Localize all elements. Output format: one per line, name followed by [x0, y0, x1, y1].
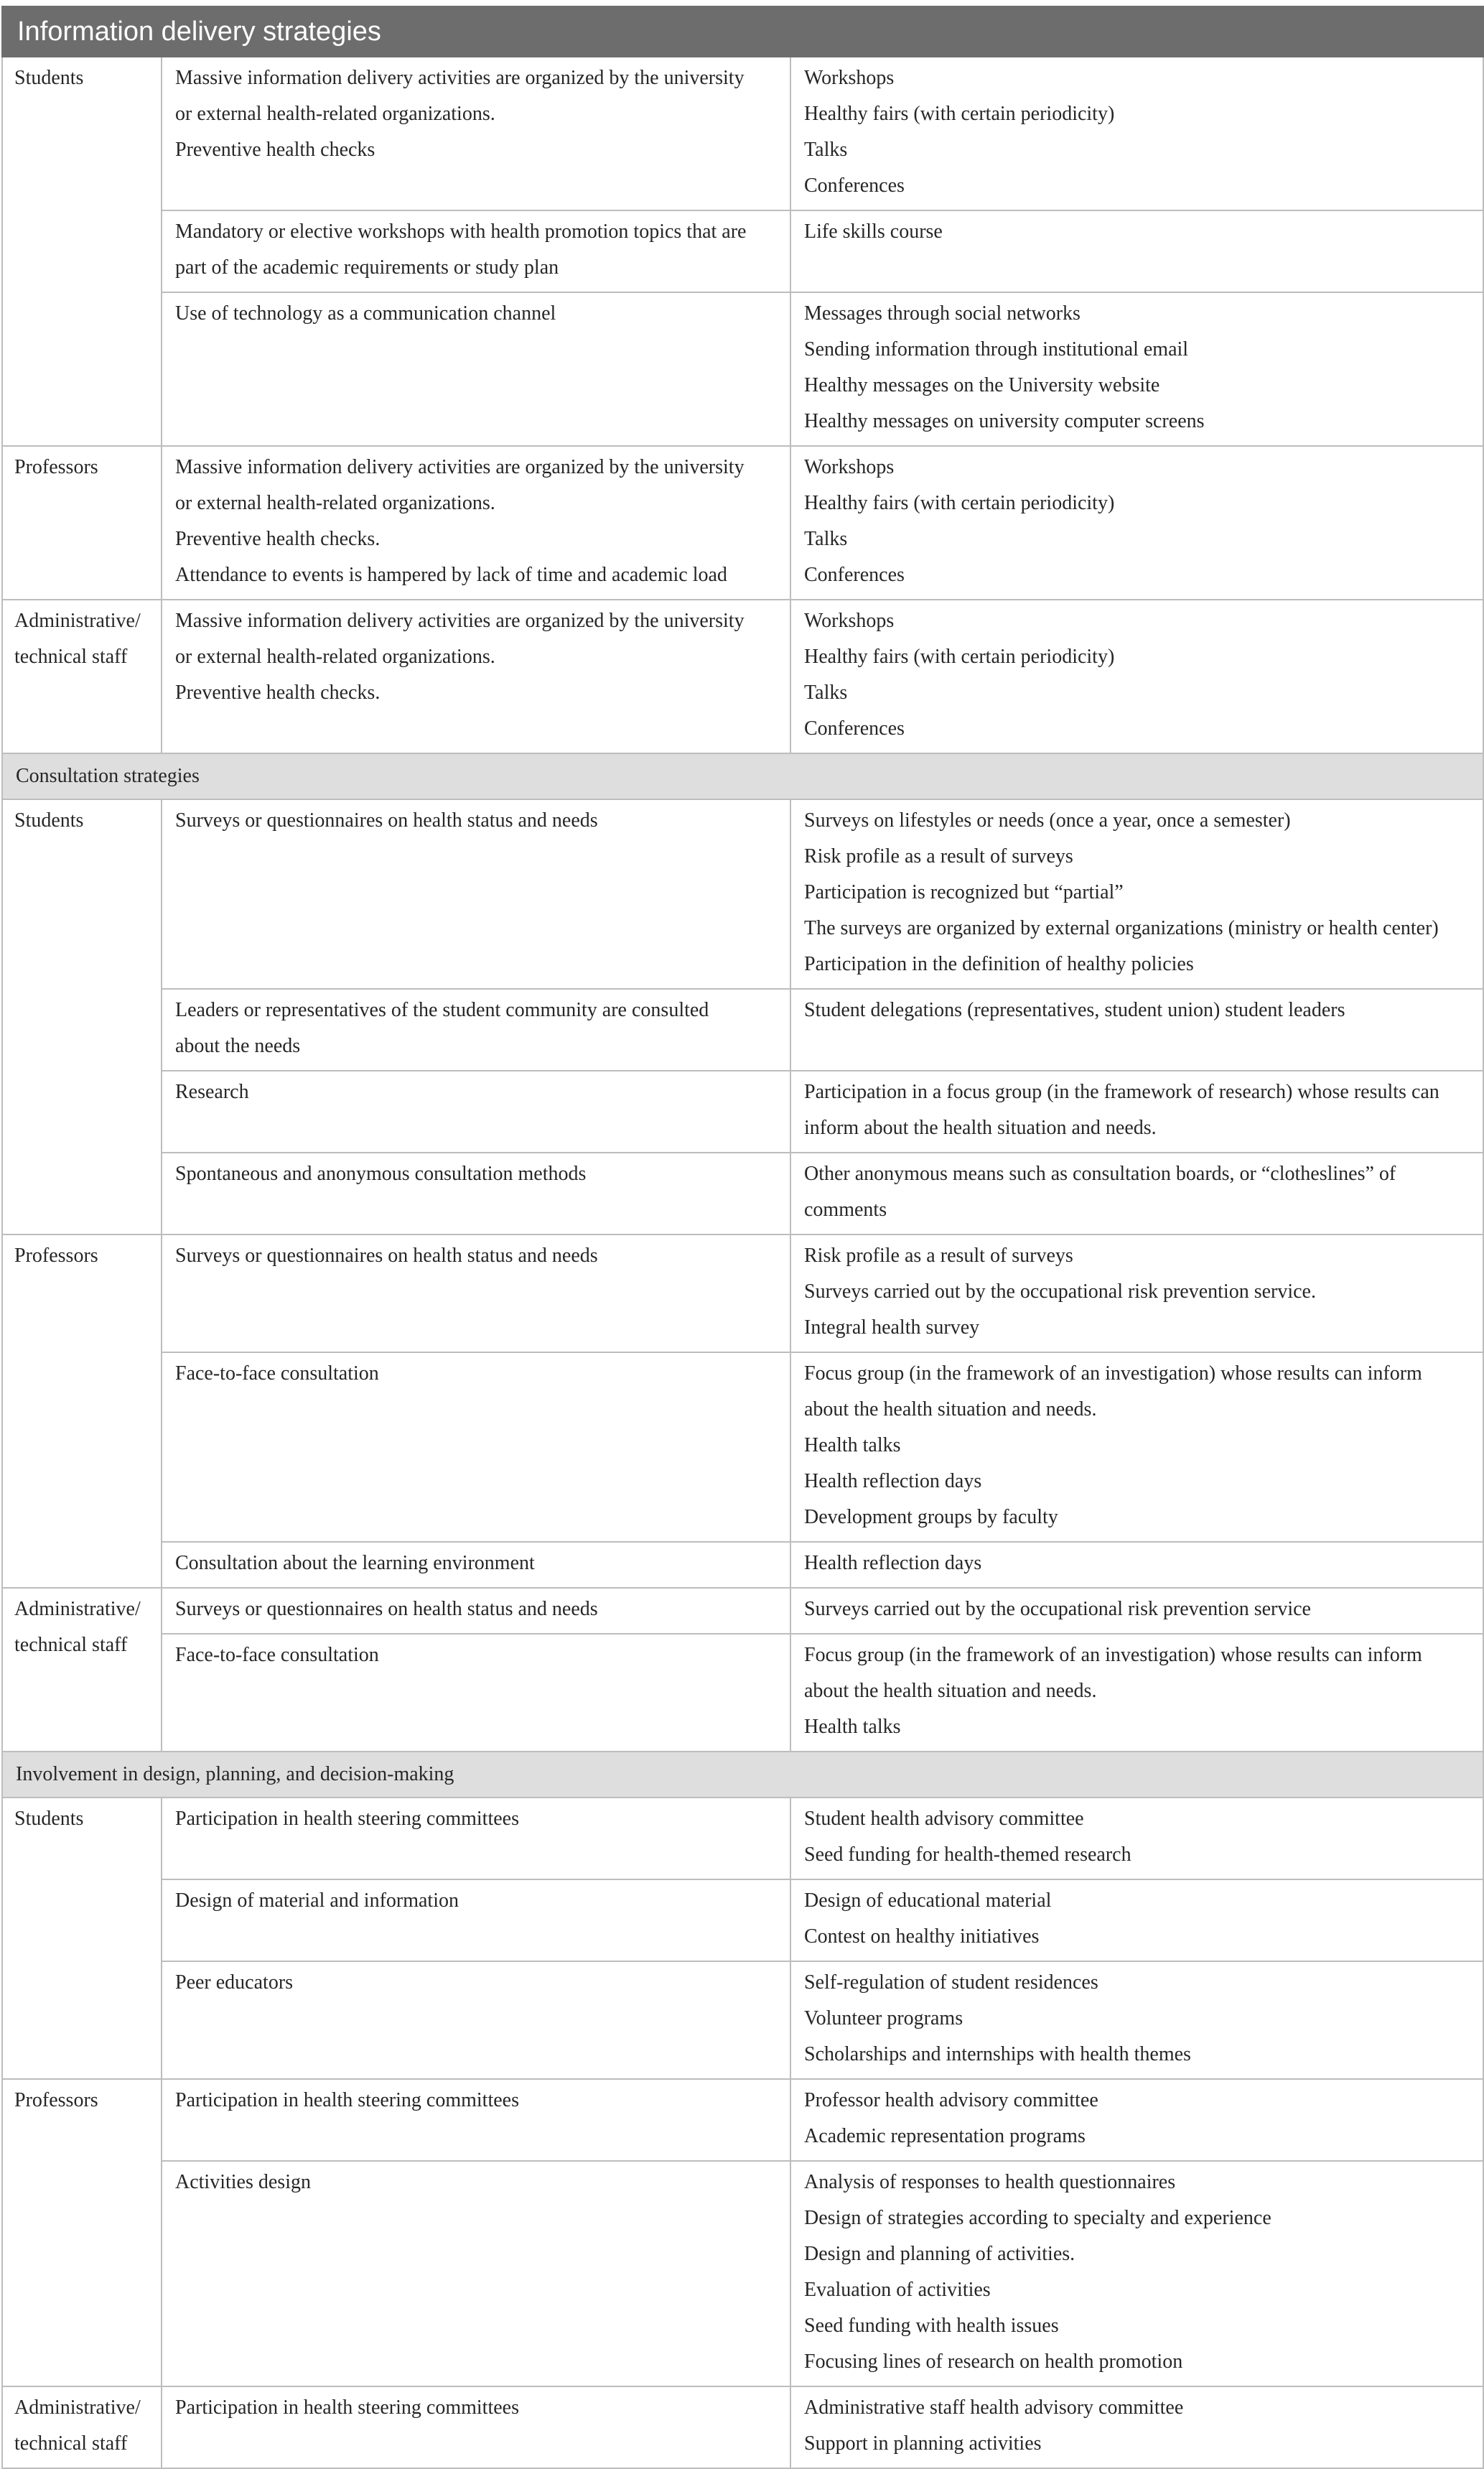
table-row [2, 57, 1483, 210]
examples-cell [790, 2079, 1483, 2161]
example-line: Development groups by faculty [804, 1506, 1058, 1528]
example-line: Healthy fairs (with certain periodicity) [804, 646, 1115, 668]
strategy-line: Participation in health steering committees [175, 1808, 519, 1830]
example-line: Student delegations (representatives, student union) student leaders [804, 999, 1345, 1021]
example-line: Focus group (in the framework of an investigation) whose results can inform [804, 1362, 1422, 1385]
strategy-cell [162, 2386, 790, 2468]
example-line: Seed funding for health-themed research [804, 1843, 1131, 1866]
strategy-line: Research [175, 1081, 249, 1103]
group-label [2, 2386, 162, 2468]
example-line: Integral health survey [804, 1316, 980, 1339]
example-line: Focus group (in the framework of an investigation) whose results can inform [804, 1644, 1422, 1666]
table-row [2, 989, 1483, 1071]
examples-cell [790, 1588, 1483, 1634]
strategy-line: Participation in health steering committees [175, 2089, 519, 2111]
example-line: Seed funding with health issues [804, 2315, 1059, 2337]
section-header-row [2, 1752, 1483, 1798]
examples-cell [790, 2161, 1483, 2386]
example-line: Self-regulation of student residences [804, 1971, 1098, 1994]
example-line: about the health situation and needs. [804, 1680, 1097, 1702]
example-line: Talks [804, 139, 848, 161]
table-row [2, 1071, 1483, 1153]
strategy-line: Surveys or questionnaires on health status and needs [175, 1245, 598, 1267]
group-label-line: Administrative/ [14, 610, 141, 632]
examples-cell [790, 1153, 1483, 1234]
strategy-cell [162, 2161, 790, 2386]
strategy-cell [162, 1153, 790, 1234]
strategy-cell [162, 1798, 790, 1879]
strategy-line: or external health-related organizations. [175, 103, 495, 125]
examples-cell [790, 1879, 1483, 1961]
strategy-cell [162, 2079, 790, 2161]
example-line: Healthy messages on the University website [804, 374, 1160, 396]
strategy-cell [162, 1234, 790, 1352]
example-line: Analysis of responses to health questionnaires [804, 2171, 1176, 2193]
strategy-line: Design of material and information [175, 1889, 459, 1912]
examples-cell [790, 1961, 1483, 2079]
example-line: Workshops [804, 456, 895, 478]
strategy-cell [162, 1352, 790, 1542]
table-row [2, 1153, 1483, 1234]
example-line: Surveys carried out by the occupational risk prevention service [804, 1598, 1311, 1620]
examples-cell [790, 210, 1483, 292]
group-label: Students [2, 57, 162, 446]
strategy-line: Preventive health checks [175, 139, 375, 161]
strategy-cell [162, 446, 790, 600]
strategy-line: or external health-related organizations. [175, 646, 495, 668]
example-line: Health reflection days [804, 1552, 982, 1574]
example-line: Participation in a focus group (in the framework of research) whose results can [804, 1081, 1439, 1103]
group-label-line: technical staff [14, 646, 128, 668]
group-label-line: Administrative/ [14, 1598, 141, 1620]
example-line: Scholarships and internships with health themes [804, 2043, 1191, 2065]
table-row [2, 446, 1483, 600]
example-line: Health reflection days [804, 1470, 982, 1492]
example-line: Conferences [804, 717, 905, 740]
example-line: Student health advisory committee [804, 1808, 1084, 1830]
strategy-cell [162, 1588, 790, 1634]
strategy-line: Peer educators [175, 1971, 294, 1994]
group-label: Students [2, 799, 162, 1234]
strategy-cell [162, 57, 790, 210]
strategy-line: Surveys or questionnaires on health status and needs [175, 809, 598, 832]
example-line: Other anonymous means such as consultation boards, or “clotheslines” of [804, 1163, 1396, 1185]
example-line: Evaluation of activities [804, 2279, 991, 2301]
strategy-line: Leaders or representatives of the student community are consulted [175, 999, 709, 1021]
strategy-cell [162, 1961, 790, 2079]
example-line: Healthy fairs (with certain periodicity) [804, 103, 1115, 125]
example-line: Academic representation programs [804, 2125, 1086, 2147]
strategy-cell [162, 210, 790, 292]
group-label [2, 1588, 162, 1752]
strategy-line: or external health-related organizations. [175, 492, 495, 514]
example-line: Life skills course [804, 220, 943, 243]
strategy-cell [162, 292, 790, 446]
example-line: Talks [804, 528, 848, 550]
strategy-line: Participation in health steering committees [175, 2396, 519, 2419]
table-row [2, 1542, 1483, 1588]
examples-cell [790, 989, 1483, 1071]
example-line: inform about the health situation and needs. [804, 1117, 1157, 1139]
group-label: Students [2, 1798, 162, 2079]
strategy-line: Spontaneous and anonymous consultation methods [175, 1163, 587, 1185]
strategy-line: Use of technology as a communication channel [175, 302, 556, 325]
section-title: Involvement in design, planning, and decision-making [2, 1752, 1483, 1798]
strategy-line: Activities design [175, 2171, 311, 2193]
example-line: Design of educational material [804, 1889, 1052, 1912]
example-line: Healthy fairs (with certain periodicity) [804, 492, 1115, 514]
strategy-line: part of the academic requirements or study plan [175, 256, 559, 279]
examples-cell [790, 292, 1483, 446]
example-line: Workshops [804, 610, 895, 632]
example-line: Contest on healthy initiatives [804, 1925, 1040, 1948]
examples-cell [790, 1798, 1483, 1879]
examples-cell [790, 600, 1483, 753]
examples-cell [790, 57, 1483, 210]
example-line: about the health situation and needs. [804, 1398, 1097, 1421]
example-line: Messages through social networks [804, 302, 1081, 325]
example-line: Focusing lines of research on health promotion [804, 2351, 1183, 2373]
examples-cell [790, 1234, 1483, 1352]
strategy-cell [162, 1634, 790, 1752]
strategy-line: Massive information delivery activities are organized by the university [175, 610, 745, 632]
table-title: Information delivery strategies [2, 6, 1483, 57]
examples-cell [790, 446, 1483, 600]
examples-cell [790, 1071, 1483, 1153]
table-row [2, 2161, 1483, 2386]
table-title-row [2, 6, 1483, 57]
example-line: Participation in the definition of healthy policies [804, 953, 1194, 975]
strategy-line: Consultation about the learning environment [175, 1552, 535, 1574]
strategy-line: Massive information delivery activities are organized by the university [175, 456, 745, 478]
table-row [2, 600, 1483, 753]
example-line: Participation is recognized but “partial” [804, 881, 1124, 903]
strategy-line: Surveys or questionnaires on health status and needs [175, 1598, 598, 1620]
example-line: Workshops [804, 67, 895, 89]
example-line: Risk profile as a result of surveys [804, 1245, 1073, 1267]
examples-cell [790, 1352, 1483, 1542]
example-line: Conferences [804, 564, 905, 586]
example-line: Design and planning of activities. [804, 2243, 1075, 2265]
example-line: Volunteer programs [804, 2007, 963, 2029]
strategy-line: Preventive health checks. [175, 682, 381, 704]
strategy-line: Mandatory or elective workshops with health promotion topics that are [175, 220, 747, 243]
strategy-cell [162, 989, 790, 1071]
group-label: Professors [2, 1234, 162, 1588]
strategy-line: Face-to-face consultation [175, 1644, 379, 1666]
section-header-row [2, 753, 1483, 799]
group-label: Professors [2, 446, 162, 600]
examples-cell [790, 799, 1483, 989]
example-line: Talks [804, 682, 848, 704]
example-line: Healthy messages on university computer screens [804, 410, 1205, 432]
strategy-line: about the needs [175, 1035, 301, 1057]
examples-cell [790, 1634, 1483, 1752]
section-title: Consultation strategies [2, 753, 1483, 799]
table-row [2, 1234, 1483, 1352]
example-line: Surveys on lifestyles or needs (once a year, once a semester) [804, 809, 1291, 832]
table-row [2, 2079, 1483, 2161]
strategy-line: Attendance to events is hampered by lack of time and academic load [175, 564, 727, 586]
examples-cell [790, 2386, 1483, 2468]
group-label-line: Administrative/ [14, 2396, 141, 2419]
strategy-line: Massive information delivery activities are organized by the university [175, 67, 745, 89]
example-line: Support in planning activities [804, 2432, 1042, 2455]
strategy-line: Preventive health checks. [175, 528, 381, 550]
table-row [2, 1879, 1483, 1961]
example-line: Administrative staff health advisory committee [804, 2396, 1184, 2419]
example-line: Risk profile as a result of surveys [804, 845, 1073, 868]
strategy-cell [162, 1071, 790, 1153]
table-row [2, 210, 1483, 292]
example-line: Sending information through institutional email [804, 338, 1189, 361]
strategy-line: Face-to-face consultation [175, 1362, 379, 1385]
strategy-cell [162, 600, 790, 753]
example-line: Conferences [804, 175, 905, 197]
group-label-line: technical staff [14, 1634, 128, 1656]
table-row [2, 799, 1483, 989]
group-label-line: technical staff [14, 2432, 128, 2455]
group-label [2, 600, 162, 753]
example-line: comments [804, 1199, 887, 1221]
strategies-table [1, 6, 1484, 2469]
example-line: Health talks [804, 1716, 901, 1738]
table-row [2, 1961, 1483, 2079]
example-line: The surveys are organized by external organizations (ministry or health center) [804, 917, 1439, 939]
group-label: Professors [2, 2079, 162, 2386]
example-line: Design of strategies according to specialty and experience [804, 2207, 1271, 2229]
table-row [2, 1588, 1483, 1634]
example-line: Health talks [804, 1434, 901, 1456]
table-row [2, 1352, 1483, 1542]
strategy-cell [162, 799, 790, 989]
table-row [2, 1634, 1483, 1752]
strategy-cell [162, 1879, 790, 1961]
example-line: Professor health advisory committee [804, 2089, 1098, 2111]
table-row [2, 1798, 1483, 1879]
strategy-cell [162, 1542, 790, 1588]
examples-cell [790, 1542, 1483, 1588]
table-row [2, 2386, 1483, 2468]
example-line: Surveys carried out by the occupational risk prevention service. [804, 1280, 1316, 1303]
table-row [2, 292, 1483, 446]
